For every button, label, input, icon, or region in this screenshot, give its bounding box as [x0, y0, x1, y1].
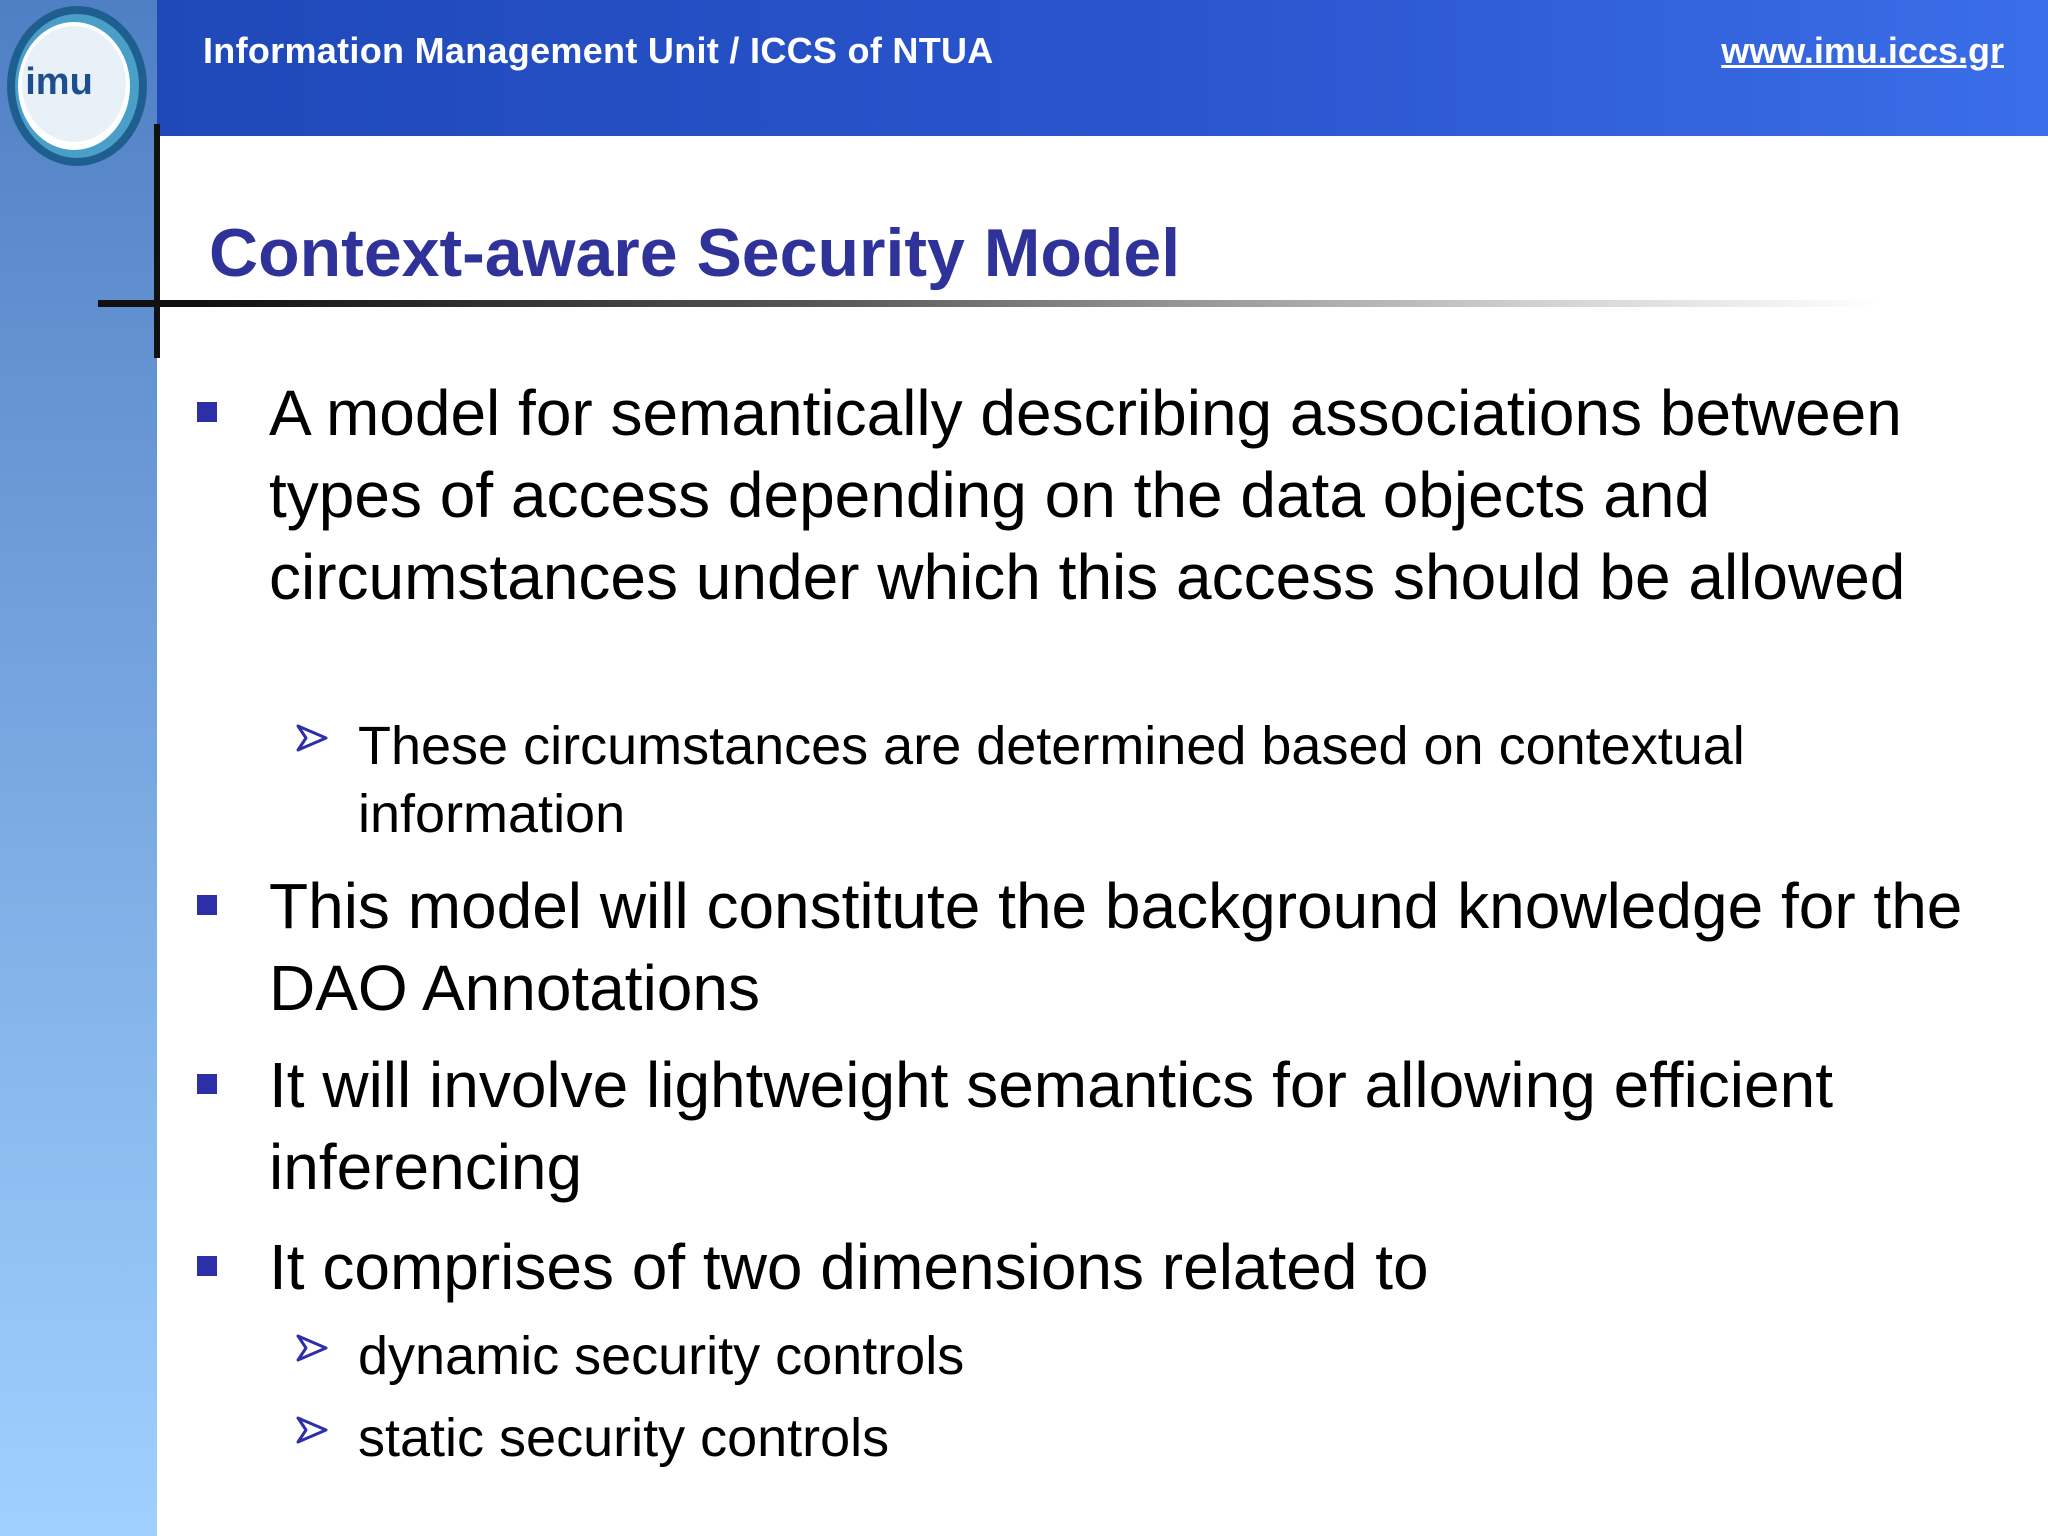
imu-logo	[4, 4, 150, 168]
sub-bullet-text: These circumstances are determined based on contextual information	[358, 716, 1745, 844]
title-vertical-rule	[154, 124, 160, 358]
bullet-item-3	[269, 1044, 1989, 1208]
bullet-text: It will involve lightweight semantics for allowing efficient inferencing	[269, 1049, 1833, 1203]
logo-text: imu	[25, 61, 93, 103]
sub-bullet-text: static security controls	[358, 1408, 890, 1468]
bullet-item-1	[269, 372, 1989, 618]
square-bullet-icon	[197, 1256, 217, 1276]
bullet-text: It comprises of two dimensions related to	[269, 1231, 1429, 1303]
sub-bullet-item-4-2	[358, 1404, 1918, 1472]
bullet-item-2	[269, 865, 1989, 1029]
arrow-bullet-icon	[292, 1410, 332, 1450]
sub-bullet-text: dynamic security controls	[358, 1326, 965, 1386]
left-sidebar-band	[0, 0, 157, 1536]
slide-title: Context-aware Security Model	[209, 215, 1181, 291]
sub-bullet-item-4-1	[358, 1322, 1918, 1390]
square-bullet-icon	[197, 1074, 217, 1094]
header-title: Information Management Unit / ICCS of NTUA	[203, 30, 994, 71]
header-url-link[interactable]: www.imu.iccs.gr	[1721, 30, 2004, 71]
square-bullet-icon	[197, 895, 217, 915]
arrow-bullet-icon	[292, 1328, 332, 1368]
bullet-item-4	[269, 1226, 1989, 1308]
bullet-text: A model for semantically describing associations between types of access depending on the data objects and circumstances under which this access should be allowed	[269, 377, 1906, 613]
arrow-bullet-icon	[292, 718, 332, 758]
sub-bullet-item-1-1	[358, 712, 1918, 848]
title-horizontal-rule	[98, 300, 1878, 307]
bullet-text: This model will constitute the background knowledge for the DAO Annotations	[269, 870, 1963, 1024]
square-bullet-icon	[197, 402, 217, 422]
